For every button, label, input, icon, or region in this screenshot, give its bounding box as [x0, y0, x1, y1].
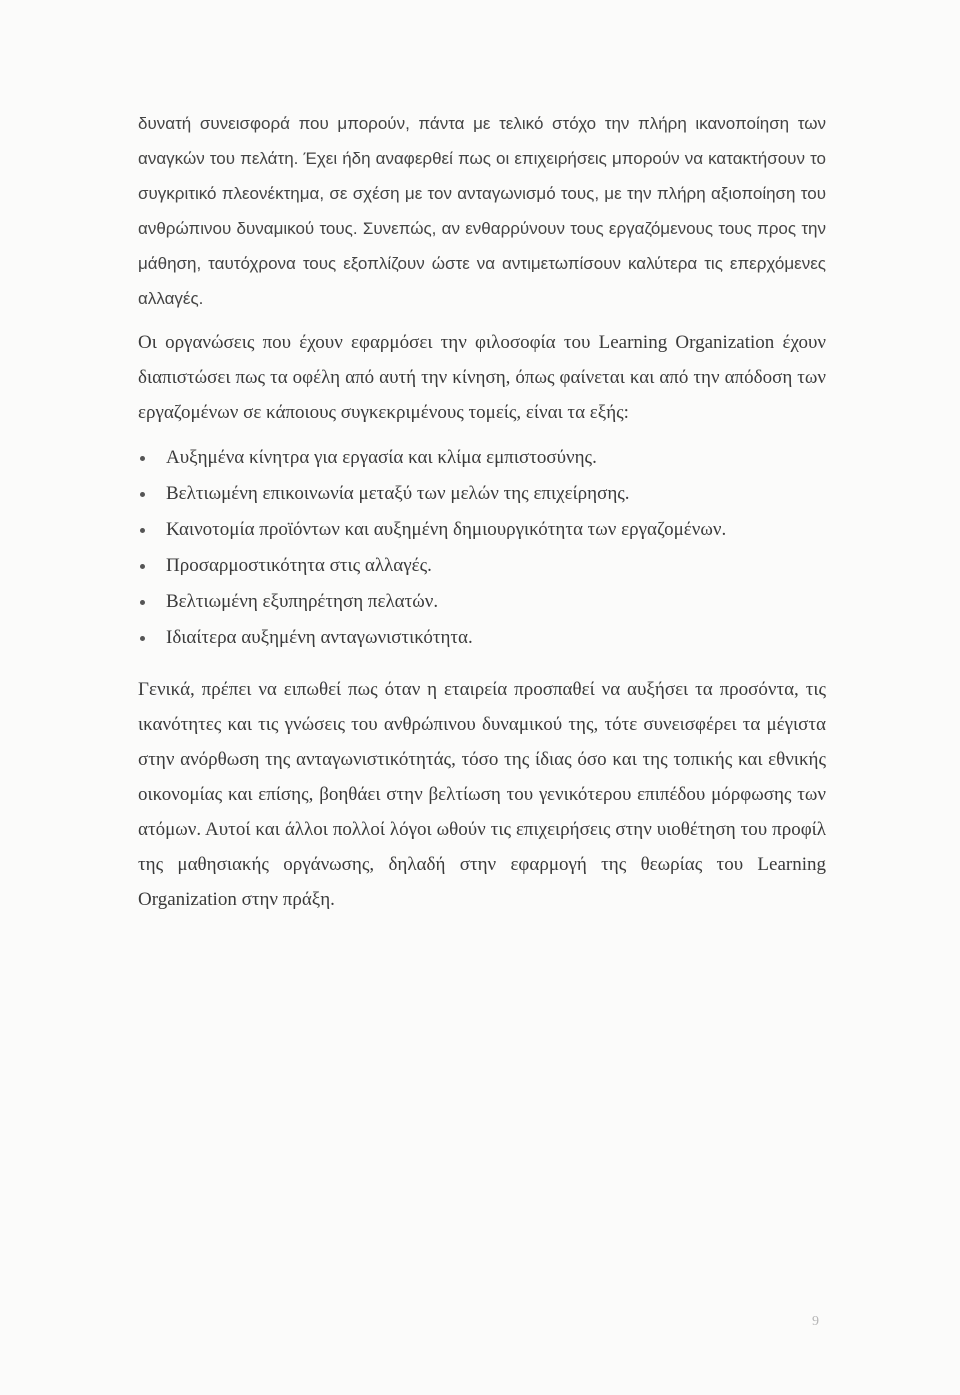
list-item	[138, 512, 838, 548]
bullet-icon	[140, 528, 145, 533]
bullet-icon	[140, 600, 145, 605]
list-item	[138, 440, 838, 476]
list-item	[138, 620, 838, 656]
bullet-icon	[140, 636, 145, 641]
paragraph-benefits-intro: Οι οργανώσεις που έχουν εφαρμόσει την φιλοσοφία του Learning Organization έχουν διαπιστώσει πως τα οφέλη από αυτή την κίνηση, όπως φαίνεται και από την απόδοση των εργαζομένων σε κάποιους συγκεκριμένους τομείς, είναι τα εξής:	[138, 332, 826, 423]
paragraph-intro: δυνατή συνεισφορά που μπορούν, πάντα με τελικό στόχο την πλήρη ικανοποίηση των αναγκών του πελάτη. Έχει ήδη αναφερθεί πως οι επιχειρήσεις μπορούν να κατακτήσουν το συγκριτικό πλεονέκτημα, σε σχέση με τον ανταγωνισμό τους, με την πλήρη αξιοποίηση του ανθρώπινου δυναμικού τους. Συνεπώς, αν ενθαρρύνουν τους εργαζόμενους τους προς την μάθηση, ταυτόχρονα τους εξοπλίζουν ώστε να αντιμετωπίσουν καλύτερα τις επερχόμενες αλλαγές.	[138, 114, 826, 308]
list-item	[138, 548, 838, 584]
list-item-text: Καινοτομία προϊόντων και αυξημένη δημιουργικότητα των εργαζομένων.	[166, 519, 727, 540]
list-item-text: Προσαρμοστικότητα στις αλλαγές.	[166, 555, 432, 576]
list-item-text: Βελτιωμένη εξυπηρέτηση πελατών.	[166, 591, 439, 612]
bullet-icon	[140, 456, 145, 461]
list-item-text: Αυξημένα κίνητρα για εργασία και κλίμα εμπιστοσύνης.	[166, 447, 597, 468]
list-item-text: Βελτιωμένη επικοινωνία μεταξύ των μελών της επιχείρησης.	[166, 483, 630, 504]
benefits-list	[138, 440, 838, 656]
list-item	[138, 476, 838, 512]
bullet-icon	[140, 492, 145, 497]
paragraph-conclusion: Γενικά, πρέπει να ειπωθεί πως όταν η εταιρεία προσπαθεί να αυξήσει τα προσόντα, τις ικανότητες και τις γνώσεις του ανθρώπινου δυναμικού της, τότε συνεισφέρει τα μέγιστα στην ανόρθωση της ανταγωνιστικότητάς, τόσο της ίδιας όσο και της τοπικής και εθνικής οικονομίας και επίσης, βοηθάει στην βελτίωση του γενικότερου επιπέδου μόρφωσης των ατόμων. Αυτοί και άλλοι πολλοί λόγοι ωθούν τις επιχειρήσεις στην υιοθέτηση του προφίλ της μαθησιακής οργάνωσης, δηλαδή στην εφαρμογή της θεωρίας του Learning Organization στην πράξη.	[138, 679, 826, 910]
bullet-icon	[140, 564, 145, 569]
list-item-text: Ιδιαίτερα αυξημένη ανταγωνιστικότητα.	[166, 627, 473, 648]
list-item	[138, 584, 838, 620]
page-number: 9	[812, 1314, 819, 1329]
